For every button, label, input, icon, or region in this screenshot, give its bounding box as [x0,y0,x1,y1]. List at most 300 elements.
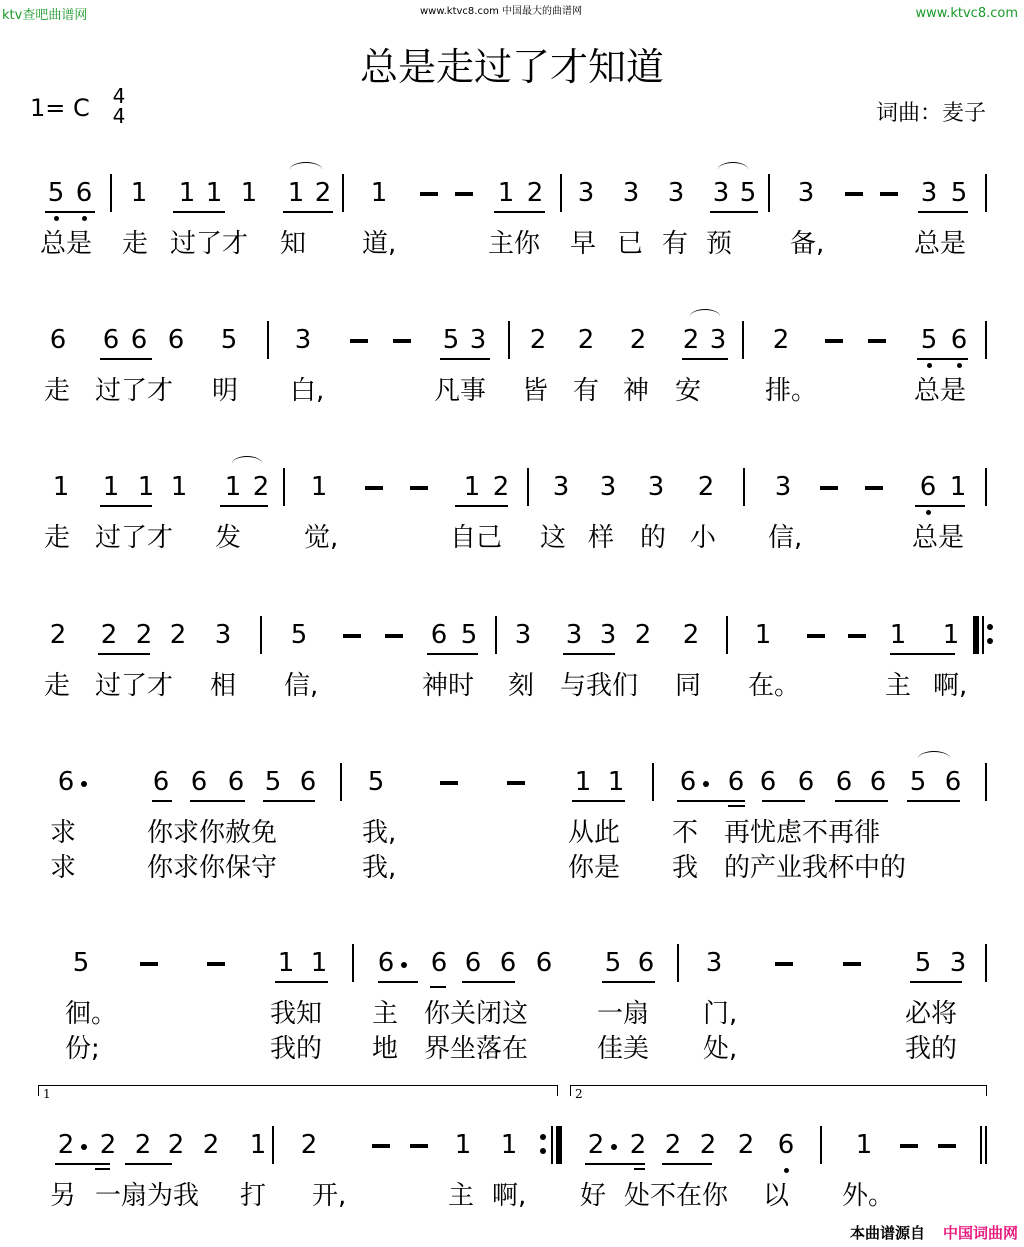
sustain-dash [372,1144,390,1148]
repeat-dot [540,1148,546,1154]
note: 6 [637,948,655,978]
eighth-underline [682,358,728,360]
lyric: 主 [448,1181,475,1211]
sustain-dash [393,339,411,343]
note: 1 [310,948,328,978]
note: 3 [622,178,640,208]
eighth-underline [602,981,655,983]
barline [820,1126,822,1164]
barline [560,174,562,212]
note: 2 [100,620,118,650]
note: 6 [835,767,853,797]
note: 6 [797,767,815,797]
lyric: 走 [44,376,71,406]
note: 2 [526,178,544,208]
lyric: 过了才 [95,376,174,406]
note: 1 [102,472,120,502]
lyric: 知 [280,229,307,259]
augmentation-dot [81,1144,87,1150]
eighth-underline [152,800,172,802]
lyric: 主你 [488,229,541,259]
barline [985,174,987,212]
note: 6 [167,325,185,355]
lyric-verse-2: 地 [372,1034,399,1064]
note: 2 [314,178,332,208]
note: 5 [290,620,308,650]
note: 2 [629,325,647,355]
barline [985,468,987,506]
lyric-verse-2: 处, [703,1034,738,1064]
note: 2 [169,620,187,650]
sustain-dash [865,486,883,490]
note: 2 [135,620,153,650]
lyric-verse-2: 界坐落在 [424,1034,529,1064]
note: 5 [920,325,938,355]
lyric: 开, [312,1181,347,1211]
note: 6 [190,767,208,797]
eighth-underline [915,505,965,507]
watermark-left: ktv查吧曲谱网 [2,8,88,23]
note: 2 [252,472,270,502]
sustain-dash [440,781,458,785]
octave-dot-below [957,363,962,368]
final-barline [980,1126,982,1164]
note: 2 [134,1130,152,1160]
slur [690,309,720,324]
eighth-underline [173,211,225,213]
lyric: 明 [212,376,239,406]
note: 1 [949,472,967,502]
note: 6 [727,767,745,797]
slur [918,751,950,766]
slur [232,456,262,471]
lyric: 走 [44,671,71,701]
note: 3 [712,178,730,208]
barline [267,321,269,359]
lyric: 神时 [422,671,475,701]
note: 1 [277,948,295,978]
lyric: 总是 [914,376,967,406]
note: 3 [797,178,815,208]
eighth-underline [910,981,962,983]
eighth-underline [220,505,268,507]
note: 6 [57,767,75,797]
note: 2 [682,325,700,355]
barline [352,944,354,982]
repeat-start-thin-bar [982,616,984,654]
lyric-verse-2: 求 [50,853,77,883]
barline [527,468,529,506]
repeat-start-thick-bar [973,616,979,654]
eighth-underline [45,211,95,213]
eighth-underline [677,800,745,802]
barline [342,174,344,212]
sustain-dash [343,634,361,638]
repeat-end-thin-bar [551,1126,553,1164]
lyric: 总是 [40,229,93,259]
sustain-dash [410,1144,428,1148]
eighth-underline [563,653,615,655]
sustain-dash [868,339,886,343]
note: 6 [777,1130,795,1160]
note: 3 [709,325,727,355]
eighth-underline [427,653,478,655]
lyric: 刻 [508,671,535,701]
lyric: 有 [573,376,600,406]
barline [495,616,497,654]
eighth-underline [55,1163,110,1165]
volta-number: 1 [43,1087,51,1101]
note: 6 [227,767,245,797]
barline [985,763,987,801]
sustain-dash [385,634,403,638]
lyric: 同 [675,671,702,701]
note: 3 [599,472,617,502]
source-label: 本曲谱源自 [849,1224,925,1242]
note: 6 [430,620,448,650]
lyric: 好 [580,1181,607,1211]
eighth-underline [662,1163,712,1165]
note: 1 [137,472,155,502]
lyric: 在。 [748,671,801,701]
lyric: 这 [540,523,567,553]
eighth-underline [572,800,625,802]
octave-dot-below [54,216,59,221]
note: 6 [499,948,517,978]
sustain-dash [140,962,158,966]
note: 2 [699,1130,717,1160]
note: 2 [202,1130,220,1160]
volta-number: 2 [575,1087,583,1101]
time-signature-top: 4 [112,84,126,108]
note: 1 [170,472,188,502]
lyric: 与我们 [560,671,639,701]
sustain-dash [420,192,438,196]
key-signature: 1= C [30,94,90,122]
lyric-verse-2: 你是 [568,853,621,883]
note: 2 [99,1130,117,1160]
lyric: 处不在你 [624,1181,729,1211]
lyric: 凡事 [434,376,487,406]
note: 3 [469,325,487,355]
barline [340,763,342,801]
note: 6 [152,767,170,797]
note: 6 [950,325,968,355]
note: 6 [759,767,777,797]
lyric: 打 [240,1181,267,1211]
lyric: 以 [763,1181,790,1211]
lyric-verse-2: 的产业我杯中的 [724,853,907,883]
sustain-dash [807,634,825,638]
sustain-dash [207,962,225,966]
repeat-dot [540,1134,546,1140]
octave-dot-below [926,510,931,515]
note: 6 [944,767,962,797]
eighth-underline [283,211,333,213]
note: 2 [634,620,652,650]
lyric: 啊, [933,671,968,701]
lyric: 你关闭这 [424,999,529,1029]
lyric: 小 [690,523,717,553]
lyric: 的 [640,523,667,553]
lyric: 觉, [304,523,339,553]
note: 1 [52,472,70,502]
note: 6 [299,767,317,797]
note: 6 [464,948,482,978]
lyric: 走 [44,523,71,553]
eighth-underline [100,505,152,507]
lyric: 一扇为我 [95,1181,200,1211]
note: 1 [310,472,328,502]
slur [718,162,748,177]
eighth-underline [100,358,152,360]
eighth-underline [835,800,888,802]
sustain-dash [848,634,866,638]
eighth-underline [762,800,805,802]
augmentation-dot [611,1144,617,1150]
note: 3 [647,472,665,502]
note: 2 [697,472,715,502]
note: 2 [492,472,510,502]
watermark-right: www.ktvc8.com [915,6,1018,21]
barline [985,944,987,982]
lyric: 排。 [765,376,818,406]
note: 5 [909,767,927,797]
eighth-underline [263,800,315,802]
sixteenth-underline [95,1168,110,1170]
lyric: 样 [588,523,615,553]
final-barline [985,1126,987,1164]
eighth-underline [907,800,960,802]
lyric: 神 [623,376,650,406]
lyric: 过了才 [95,523,174,553]
lyric: 信, [284,671,319,701]
lyric: 预 [706,229,733,259]
lyric: 啊, [492,1181,527,1211]
note: 2 [737,1130,755,1160]
repeat-dot [987,638,993,644]
lyric: 不 [672,818,699,848]
note: 2 [577,325,595,355]
note: 3 [514,620,532,650]
barline [677,944,679,982]
note: 2 [772,325,790,355]
eighth-underline [585,1163,645,1165]
note: 5 [264,767,282,797]
note: 2 [167,1130,185,1160]
lyric: 自己 [450,523,503,553]
sustain-dash [365,486,383,490]
lyric-verse-2: 份; [65,1034,100,1064]
watermark-center: www.ktvc8.com 中国最大的曲谱网 [420,6,583,17]
lyric-verse-2: 我, [362,853,397,883]
lyric-verse-2: 我的 [905,1034,958,1064]
note: 1 [454,1130,472,1160]
note: 6 [869,767,887,797]
note: 5 [739,178,757,208]
note: 6 [130,325,148,355]
note: 5 [72,948,90,978]
note: 1 [855,1130,873,1160]
lyric: 道, [362,229,397,259]
lyric: 过了才 [170,229,249,259]
note: 2 [587,1130,605,1160]
octave-dot-below [927,363,932,368]
sustain-dash [507,781,525,785]
sustain-dash [845,192,863,196]
eighth-underline [710,211,758,213]
sustain-dash [880,192,898,196]
barline [768,174,770,212]
note: 1 [942,620,960,650]
octave-dot-below [82,216,87,221]
note: 3 [565,620,583,650]
note: 6 [679,767,697,797]
note: 2 [49,620,67,650]
note: 3 [599,620,617,650]
note: 3 [552,472,570,502]
note: 1 [497,178,515,208]
sustain-dash [820,486,838,490]
eighth-underline [494,211,545,213]
barline [283,468,285,506]
barline [272,1126,274,1164]
lyric-verse-2: 我的 [270,1034,323,1064]
eighth-underline [890,653,955,655]
note: 1 [889,620,907,650]
lyric: 备, [790,229,825,259]
note: 5 [220,325,238,355]
lyric: 白, [290,376,325,406]
volta-bracket [570,1085,987,1096]
note: 3 [705,948,723,978]
lyric: 我知 [270,999,323,1029]
sixteenth-underline [634,1168,645,1170]
repeat-end-thick-bar [556,1126,562,1164]
sustain-dash [900,1144,918,1148]
lyric: 必将 [905,999,958,1029]
eighth-underline [455,505,508,507]
lyric: 外。 [842,1181,895,1211]
augmentation-dot [703,781,709,787]
barline [260,616,262,654]
source-credit [850,1222,1018,1243]
octave-dot-below [784,1168,789,1173]
lyric: 求 [50,818,77,848]
note: 3 [774,472,792,502]
note: 1 [205,178,223,208]
note: 3 [920,178,938,208]
note: 1 [607,767,625,797]
sustain-dash [775,962,793,966]
eighth-underline [275,981,328,983]
note: 2 [629,1130,647,1160]
note: 1 [240,178,258,208]
time-signature-bottom: 4 [112,104,126,128]
note: 1 [287,178,305,208]
lyric: 过了才 [95,671,174,701]
lyric: 总是 [914,229,967,259]
note: 1 [754,620,772,650]
lyric: 皆 [522,376,549,406]
sustain-dash [825,339,843,343]
note: 6 [430,948,448,978]
note: 5 [442,325,460,355]
note: 1 [130,178,148,208]
barline [508,321,510,359]
note: 6 [377,948,395,978]
note: 2 [529,325,547,355]
barline [985,321,987,359]
sustain-dash [350,339,368,343]
note: 6 [919,472,937,502]
lyric: 另 [50,1181,77,1211]
volta-bracket [38,1085,558,1096]
note: 5 [604,948,622,978]
lyric: 有 [662,229,689,259]
note: 6 [75,178,93,208]
barline [742,321,744,359]
sustain-dash [455,192,473,196]
note: 5 [950,178,968,208]
eighth-underline [98,653,150,655]
note: 6 [49,325,67,355]
barline [726,616,728,654]
augmentation-dot [81,781,87,787]
note: 2 [57,1130,75,1160]
sixteenth-underline [728,805,745,807]
lyric: 从此 [568,818,621,848]
composer-credit: 词曲：麦子 [875,101,986,126]
repeat-dot [987,624,993,630]
note: 5 [47,178,65,208]
barline [652,763,654,801]
sustain-dash [410,486,428,490]
eighth-underline [378,981,418,983]
note: 2 [300,1130,318,1160]
barline [110,174,112,212]
note: 1 [178,178,196,208]
note: 1 [574,767,592,797]
lyric-verse-2: 我 [672,853,699,883]
lyric: 总是 [912,523,965,553]
source-brand: 中国词曲网 [942,1224,1018,1242]
lyric: 信, [768,523,803,553]
note: 1 [370,178,388,208]
lyric: 你求你赦免 [147,818,278,848]
eighth-underline [190,800,245,802]
barline [743,468,745,506]
lyric-verse-2: 佳美 [597,1034,650,1064]
eighth-underline [440,358,490,360]
note: 6 [102,325,120,355]
note: 5 [460,620,478,650]
eighth-underline [462,981,515,983]
lyric: 主 [372,999,399,1029]
sustain-dash [938,1144,956,1148]
note: 1 [463,472,481,502]
note: 3 [214,620,232,650]
lyric: 主 [885,671,912,701]
note: 5 [367,767,385,797]
lyric-verse-2: 你求你保守 [147,853,278,883]
slur [290,162,322,177]
augmentation-dot [401,962,407,968]
time-signature [108,86,130,126]
song-title: 总是走过了才知道 [359,45,664,89]
note: 5 [914,948,932,978]
eighth-underline [918,211,968,213]
